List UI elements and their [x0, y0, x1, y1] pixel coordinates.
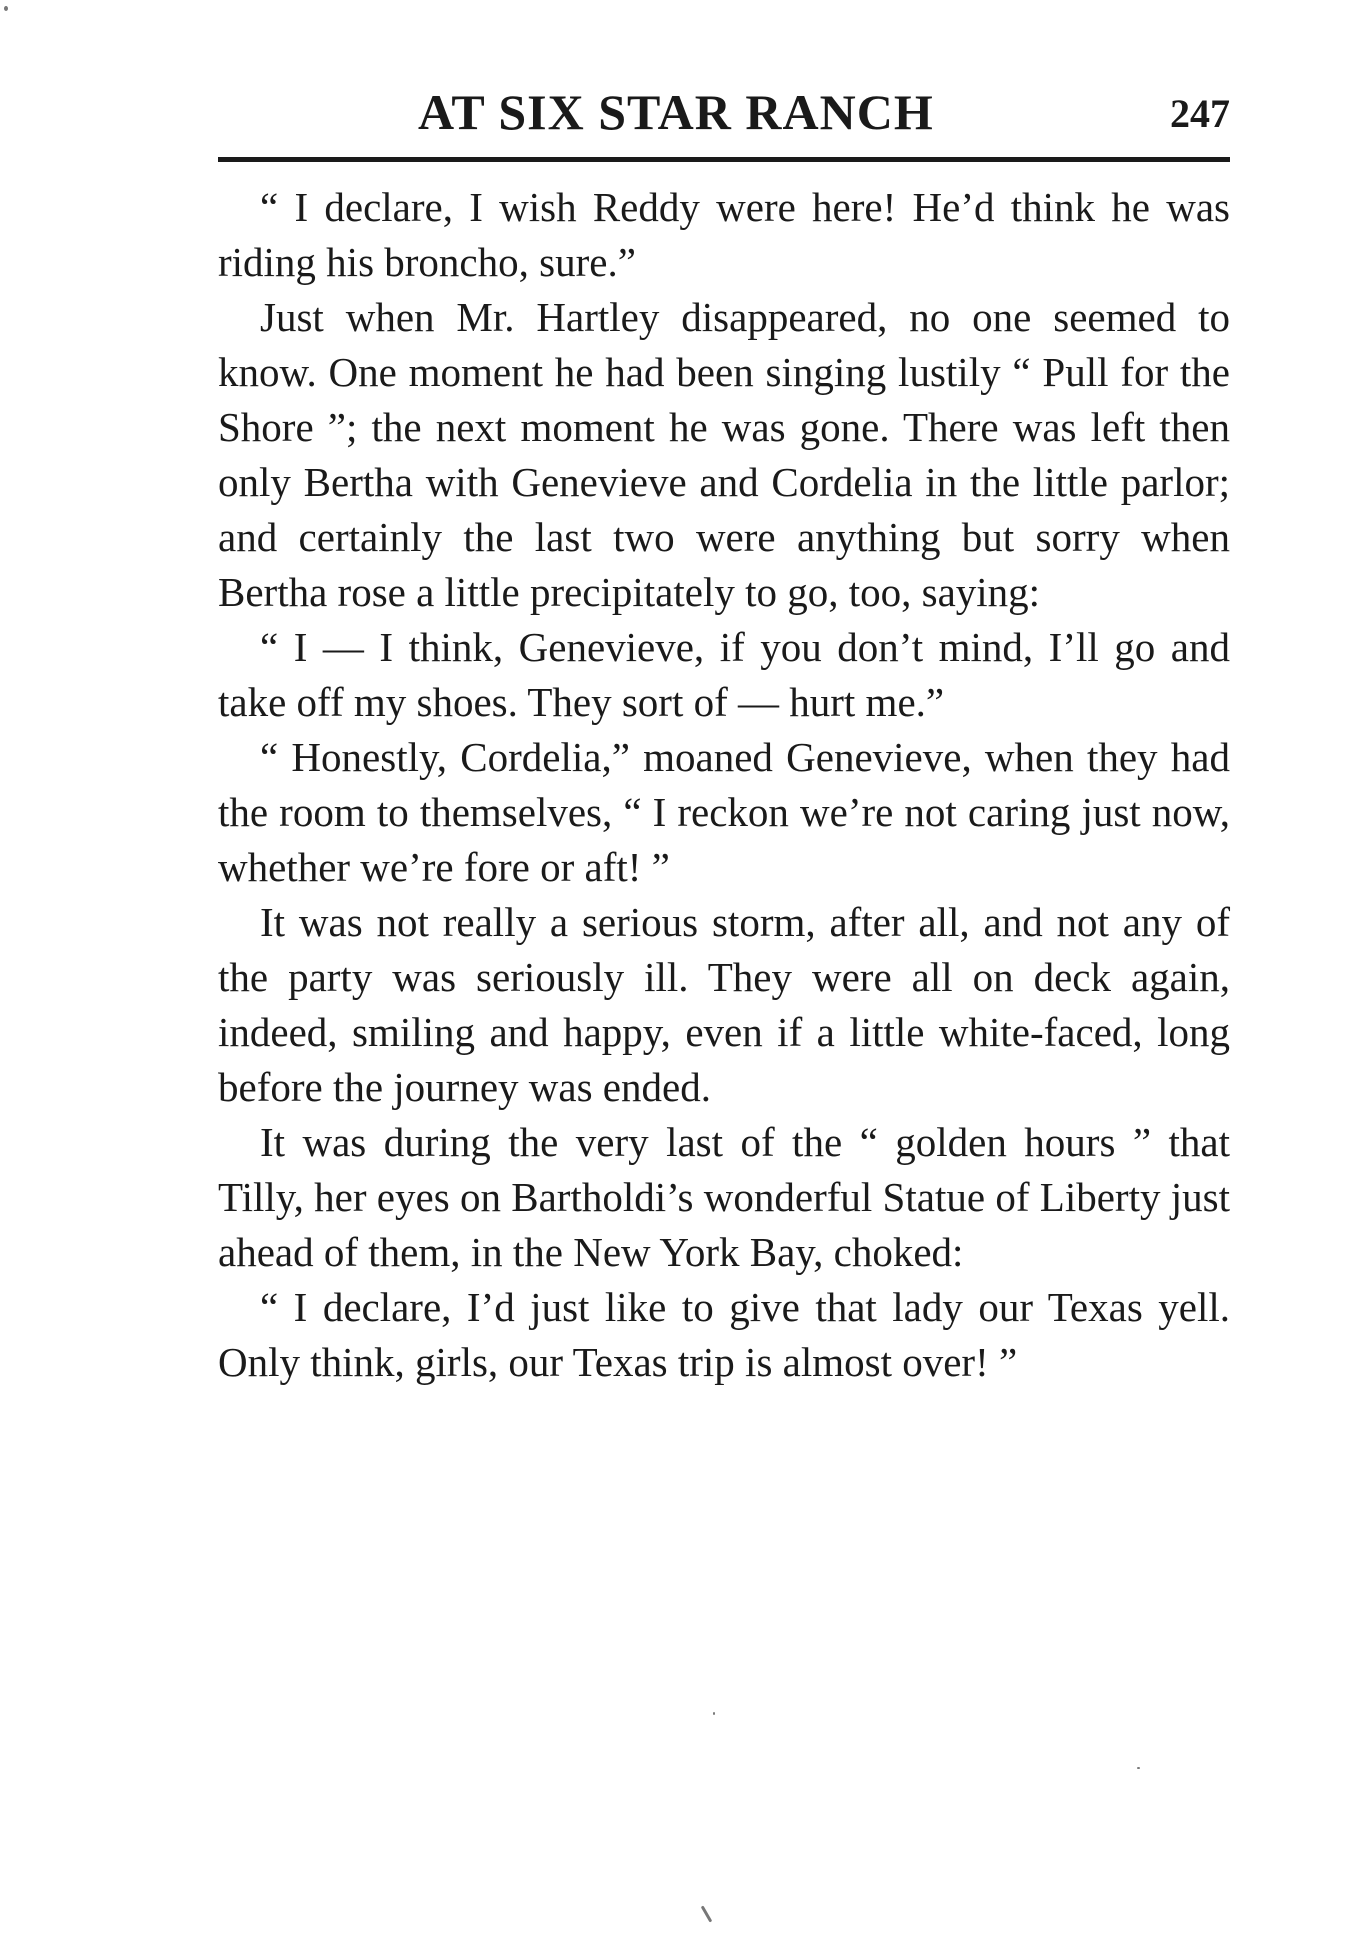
header-rule [218, 157, 1230, 162]
paragraph: It was not really a serious storm, after all, and not any of the party was seriously ill. They were all on deck again, indeed, smiling and happy, even if a little white-faced, long before the journey was ended. [218, 899, 1230, 1110]
body-text [218, 180, 1230, 1390]
running-head: AT SIX STAR RANCH [418, 84, 934, 140]
paragraph: It was during the very last of the “ golden hours ” that Tilly, her eyes on Bartholdi’s wonderful Statue of Liberty just ahead of them, in the New York Bay, choked: [218, 1119, 1230, 1275]
page-header [218, 82, 1230, 152]
paragraph: “ I declare, I’d just like to give that lady our Texas yell. Only think, girls, our Texas trip is almost over! ” [218, 1284, 1230, 1385]
paragraph: Just when Mr. Hartley disappeared, no one seemed to know. One moment he had been singing lustily “ Pull for the Shore ”; the next moment he was gone. There was left then only Bertha with Genevieve and Cordelia in the little parlor; and certainly the last two were anything but sorry when Bertha rose a little precipitately to go, too, saying: [218, 294, 1230, 615]
paragraph: “ Honestly, Cordelia,” moaned Genevieve, when they had the room to themselves, “ I reckon we’re not caring just now, whether we’re fore or aft! ” [218, 734, 1230, 890]
scan-speck [4, 6, 8, 11]
page-number: 247 [1170, 91, 1230, 136]
scan-speck [1137, 1767, 1140, 1769]
scan-speck [701, 1905, 713, 1922]
scan-speck [713, 1712, 715, 1715]
paragraph: “ I declare, I wish Reddy were here! He’d think he was riding his broncho, sure.” [218, 184, 1230, 285]
paragraph: “ I — I think, Genevieve, if you don’t mind, I’ll go and take off my shoes. They sort of — hurt me.” [218, 624, 1230, 725]
